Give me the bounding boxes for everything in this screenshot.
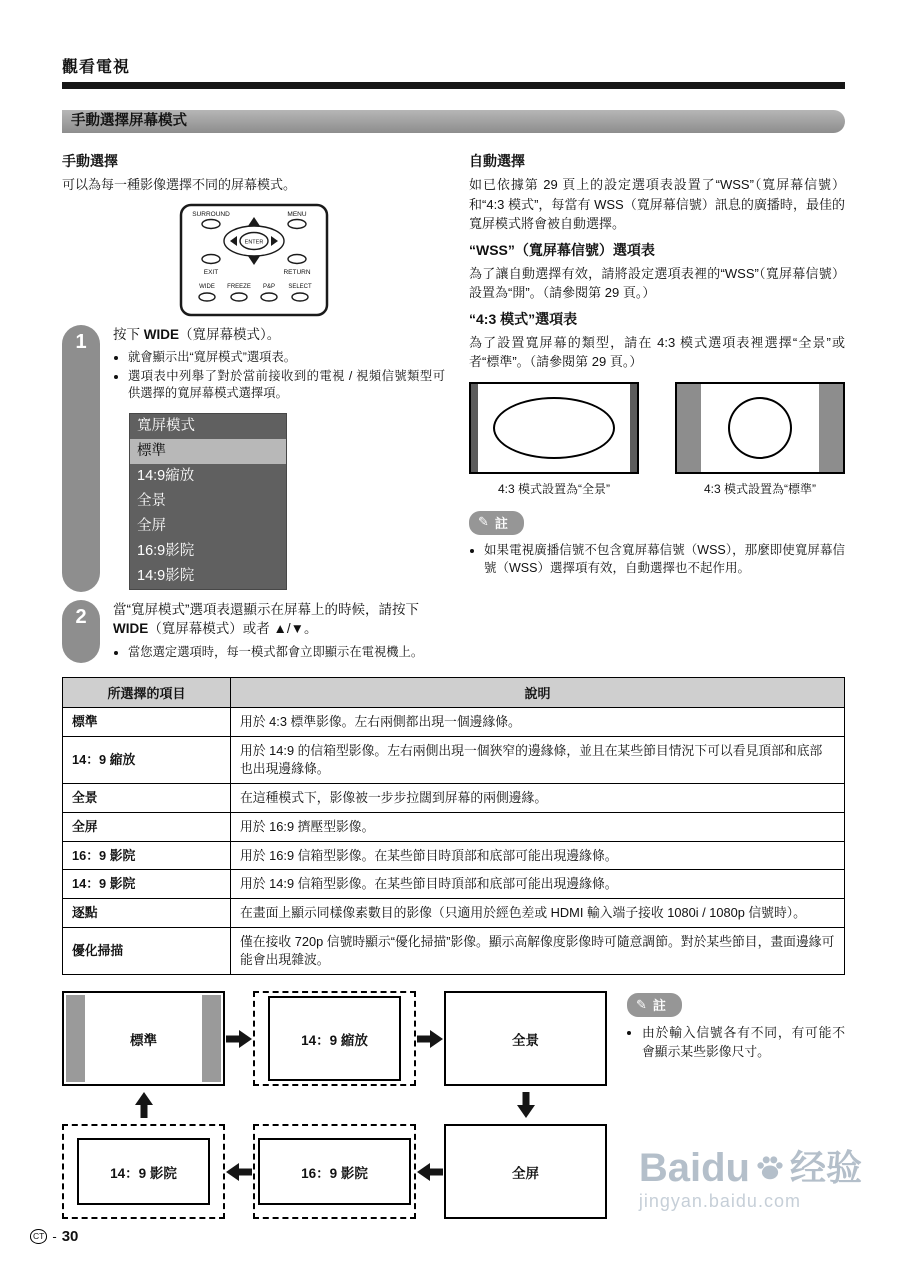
normal-right-bar — [819, 384, 843, 472]
note-badge — [469, 511, 524, 535]
table-row — [63, 870, 845, 899]
panorama-screen-illustration — [469, 382, 639, 474]
pencil-icon: ✎ — [478, 514, 489, 529]
mode-cell: 全屏 — [63, 812, 231, 841]
mode-description-table — [62, 677, 845, 975]
remote-return-label: RETURN — [282, 268, 311, 276]
mode-cell: 14：9 影院 — [63, 870, 231, 899]
normal-screen-illustration — [675, 382, 845, 474]
language-badge: CT — [30, 1229, 47, 1244]
baidu-watermark — [639, 1148, 862, 1212]
manual-select-desc: 可以為每一種影像選擇不同的屏幕模式。 — [62, 177, 297, 192]
step-2-bullets — [113, 644, 445, 661]
step-1-text — [113, 325, 445, 345]
mode-cell: 全景 — [63, 783, 231, 812]
step-2-bullet-1: • 當您選定選項時，每一模式都會立即顯示在電視機上。 — [128, 644, 445, 661]
flow-box-label: 14：9 縮放 — [301, 1032, 368, 1048]
mode-cell: 14：9 縮放 — [63, 736, 231, 783]
step-1-badge: 1 — [62, 325, 100, 592]
remote-control-illustration — [179, 203, 329, 317]
remote-surround-label: SURROUND — [191, 210, 230, 218]
panorama-caption: 4:3 模式設置為“全景” — [497, 481, 610, 496]
up-arrow-button-icon — [248, 217, 260, 226]
wide-mode-osd-menu — [129, 413, 287, 590]
remote-menu-label: MENU — [286, 210, 307, 218]
step-2-text-post: （寬屏幕模式）或者 ▲/▼。 — [148, 621, 318, 637]
remote-wide-label: WIDE — [198, 283, 215, 290]
pnp-button-icon — [261, 293, 277, 301]
normal-left-bar — [677, 384, 701, 472]
auto-select-desc: 如已依據第 29 頁上的設定選項表設置了“WSS”（寬屏幕信號）和“4:3 模式”，每當有 WSS（寬屏幕信號）訊息的廣播時，最佳的寬屏模式將會被自動選擇。 — [469, 177, 845, 231]
table-header-item: 所選擇的項目 — [63, 678, 231, 708]
flow-box-full — [444, 1124, 607, 1219]
osd-menu-item: 16:9影院 — [137, 542, 195, 559]
osd-menu-item: 全屏 — [137, 517, 166, 534]
remote-select-label: SELECT — [287, 283, 312, 290]
arrow-right-icon — [226, 1029, 252, 1049]
flow-note-item: • 由於輸入信號各有不同，有可能不會顯示某些影像尺寸。 — [642, 1023, 845, 1061]
remote-exit-label: EXIT — [203, 268, 218, 276]
footer-separator: - — [52, 1229, 57, 1244]
osd-menu-item: 14:9影院 — [137, 567, 195, 584]
note-list — [469, 541, 845, 577]
flow-box-standard — [62, 991, 225, 1086]
note-badge-label: 註 — [494, 515, 508, 531]
table-row — [63, 708, 845, 737]
mode43-heading: “4:3 模式”選項表 — [469, 310, 578, 327]
flow-box-label: 全屏 — [512, 1165, 539, 1181]
step-2-text — [113, 600, 445, 639]
right-arrow-button-icon — [271, 236, 278, 246]
exit-button-icon — [202, 254, 220, 263]
osd-menu-item: 全景 — [137, 492, 166, 509]
desc-cell: 用於 14:9 的信箱型影像。左右兩側出現一個狹窄的邊緣條，並且在某些節目情況下可以看見頂部和底部也出現邊緣條。 — [231, 736, 845, 783]
watermark-brand: Baidu — [638, 1146, 750, 1190]
page-footer — [30, 1228, 78, 1245]
watermark-suffix: 经验 — [789, 1147, 862, 1188]
mode-cell: 逐點 — [63, 899, 231, 928]
remote-diagram — [62, 203, 445, 317]
arrow-left-icon — [417, 1162, 443, 1182]
step-1-body — [113, 325, 445, 592]
table-row — [63, 841, 845, 870]
step-1-text-bold: WIDE — [143, 326, 180, 342]
panorama-figure — [469, 382, 639, 497]
arrow-left-icon — [226, 1162, 252, 1182]
desc-cell: 用於 4:3 標準影像。左右兩側都出現一個邊緣條。 — [231, 708, 845, 737]
watermark-brand-row — [639, 1148, 862, 1188]
watermark-url: jingyan.baidu.com — [638, 1191, 801, 1211]
select-button-icon — [292, 293, 308, 301]
table-row — [63, 928, 845, 975]
desc-cell: 用於 14:9 信箱型影像。在某些節目時頂部和底部可能出現邊緣條。 — [231, 870, 845, 899]
wss-desc: 為了讓自動選擇有效，請將設定選項表裡的“WSS”（寬屏幕信號）設置為“開”。（請參閱第 29 頁。） — [469, 265, 845, 300]
remote-enter-label: ENTER — [244, 239, 263, 245]
step-1-bullet-2: • 選項表中列舉了對於當前接收到的電視 / 視頻信號類型可供選擇的寬屏幕模式選擇項。 — [128, 368, 445, 402]
normal-caption: 4:3 模式設置為“標準” — [703, 481, 816, 496]
arrow-up-icon — [134, 1092, 154, 1118]
chapter-title: 觀看電視 — [62, 59, 131, 76]
pencil-icon: ✎ — [636, 996, 647, 1012]
right-column — [469, 145, 845, 663]
chapter-rule — [62, 82, 845, 89]
left-column — [62, 145, 445, 663]
step-1 — [62, 325, 445, 592]
mode-cell: 標準 — [63, 708, 231, 737]
flow-note-list — [627, 1023, 845, 1061]
osd-menu-title: 寬屏模式 — [137, 417, 195, 434]
mode-cell: 16：9 影院 — [63, 841, 231, 870]
arrow-right-icon — [417, 1029, 443, 1049]
down-arrow-button-icon — [248, 256, 260, 265]
flow-box-cinema14 — [62, 1124, 225, 1219]
remote-freeze-label: FREEZE — [226, 283, 251, 290]
table-row — [63, 899, 845, 928]
left-arrow-button-icon — [230, 236, 237, 246]
arrow-down-icon — [516, 1092, 536, 1118]
table-row — [63, 783, 845, 812]
step-1-text-post: （寬屏幕模式）。 — [179, 326, 281, 342]
mode43-desc: 為了設置寬屏幕的類型，請在 4:3 模式選項表裡選擇“全景”或者“標準”。（請參閱第 29 頁。） — [469, 334, 845, 369]
step-2-text-bold: WIDE — [113, 621, 149, 637]
step-1-bullet-1: • 就會顯示出“寬屏模式”選項表。 — [128, 349, 445, 366]
wide-button-icon — [199, 293, 215, 301]
table-header-desc: 說明 — [231, 678, 845, 708]
auto-select-heading: 自動選擇 — [469, 153, 525, 169]
note-badge-label: 註 — [652, 998, 666, 1014]
desc-cell: 在畫面上顯示同樣像素數目的影像（只適用於經色差或 HDMI 輸入端子接收 1080i / 1080p 信號時）。 — [231, 899, 845, 928]
panorama-left-bar — [471, 384, 478, 472]
step-2-text-pre: 當“寬屏模式”選項表還顯示在屏幕上的時候，請按下 — [113, 601, 419, 617]
desc-cell: 用於 16:9 擠壓型影像。 — [231, 812, 845, 841]
desc-cell: 僅在接收 720p 信號時顯示“優化掃描”影像。顯示高解像度影像時可隨意調節。對於某些節目，畫面邊緣可能會出現雜波。 — [231, 928, 845, 975]
table-header-row — [63, 678, 845, 708]
paw-icon — [755, 1153, 785, 1183]
return-button-icon — [288, 254, 306, 263]
flow-box-zoom14 — [253, 991, 416, 1086]
page-number: 30 — [61, 1228, 79, 1245]
step-2-badge: 2 — [62, 600, 100, 663]
step-2-body — [113, 600, 445, 663]
panorama-right-bar — [630, 384, 637, 472]
flow-box-panorama — [444, 991, 607, 1086]
desc-cell: 在這種模式下，影像被一步步拉闊到屏幕的兩側邊緣。 — [231, 783, 845, 812]
aspect-diagrams — [469, 382, 845, 497]
remote-pnp-label: P&P — [262, 283, 275, 290]
manual-select-heading: 手動選擇 — [62, 153, 118, 169]
table-row — [63, 736, 845, 783]
step-1-bullets — [113, 349, 445, 403]
section-header: 手動選擇屏幕模式 — [62, 110, 845, 133]
flow-box-label: 全景 — [512, 1032, 539, 1048]
desc-cell: 用於 16:9 信箱型影像。在某些節目時頂部和底部可能出現邊緣條。 — [231, 841, 845, 870]
normal-figure — [675, 382, 845, 497]
surround-button-icon — [202, 219, 220, 228]
osd-menu-item-selected: 標準 — [130, 439, 286, 464]
flow-box-label: 14：9 影院 — [110, 1165, 177, 1181]
flow-box-cinema16 — [253, 1124, 416, 1219]
note-item: • 如果電視廣播信號不包含寬屏幕信號（WSS），那麼即使寬屏幕信號（WSS）選擇項有效，自動選擇也不起作用。 — [484, 541, 845, 577]
menu-button-icon — [288, 219, 306, 228]
wss-heading: “WSS”（寬屏幕信號）選項表 — [469, 241, 655, 258]
mode-cell: 優化掃描 — [63, 928, 231, 975]
freeze-button-icon — [231, 293, 247, 301]
step-2 — [62, 600, 445, 663]
table-row — [63, 812, 845, 841]
panorama-ellipse-icon — [493, 397, 615, 459]
osd-menu-item: 14:9縮放 — [137, 467, 195, 484]
two-column-layout — [62, 145, 845, 663]
mode-cycle-grid — [62, 991, 607, 1219]
normal-circle-icon — [728, 397, 792, 459]
flow-box-label: 標準 — [130, 1032, 157, 1048]
note-badge — [627, 993, 682, 1017]
step-1-text-pre: 按下 — [113, 326, 144, 342]
flow-box-label: 16：9 影院 — [301, 1165, 368, 1181]
